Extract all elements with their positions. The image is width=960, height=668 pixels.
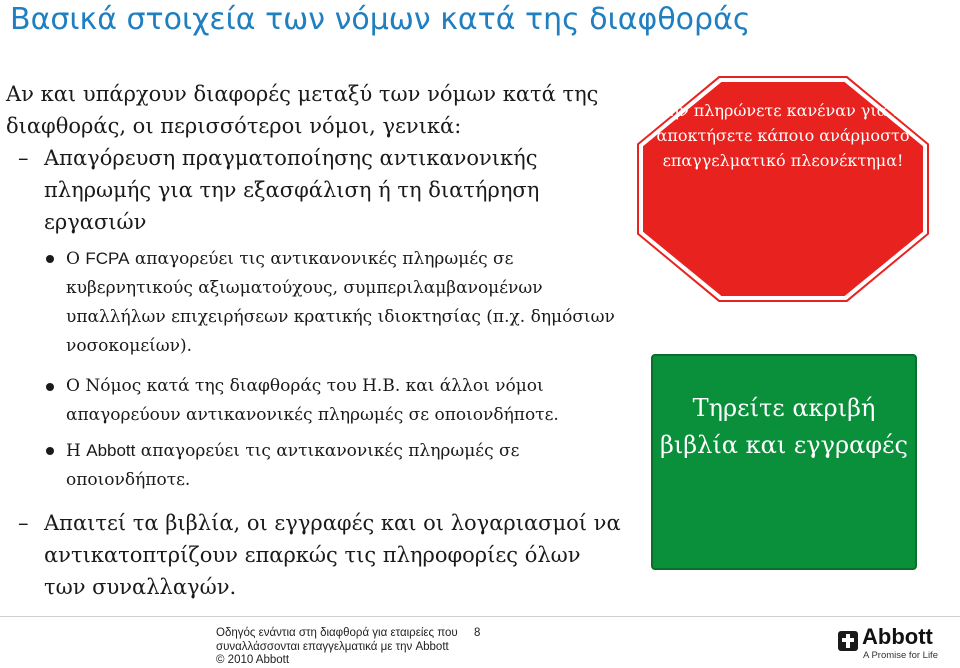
point-records	[6, 507, 621, 603]
dash-marker: –	[18, 146, 29, 170]
intro-text: Αν και υπάρχουν διαφορές μεταξύ των νόμων κατά της διαφθοράς, οι περισσότεροι νόμοι, γενικά:	[6, 82, 599, 138]
logo-name: Abbott	[862, 624, 933, 649]
bullet-icon	[46, 447, 54, 455]
bullet-abbott	[6, 436, 621, 495]
point-prohibition	[6, 142, 621, 238]
point-prohibition-text: Απαγόρευση πραγματοποίησης αντικανονικής πληρωμής για την εξασφάλιση ή τη διατήρηση εργασιών	[44, 146, 540, 234]
bullet-fcpa-pre: Ο	[66, 249, 86, 269]
slide-body	[6, 78, 621, 603]
footer-caption-text: Οδηγός ενάντια στη διαφθορά για εταιρείες που συναλλάσσονται επαγγελματικά με την Abbott	[216, 627, 458, 653]
bullet-uk-law	[6, 372, 621, 430]
footer-caption	[216, 627, 476, 668]
stop-sign-text: Μην πληρώνετε κανέναν για να αποκτήσετε κάποιο ανάρμοστο επαγγελματικό πλεονέκτημα!	[652, 101, 914, 170]
bullet-uk-law-text: Ο Νόμος κατά της διαφθοράς του Η.Β. και άλλοι νόμοι απαγορεύουν αντικανονικές πληρωμές σε οποιονδήποτε.	[66, 376, 559, 425]
page-number: 8	[474, 627, 481, 639]
brand-fcpa: FCPA	[85, 249, 130, 268]
bullet-fcpa-post: απαγορεύει τις αντικανονικές πληρωμές σε κυβερνητικούς αξιωματούχους, συμπεριλαμβανομένων υπαλλήλων επιχειρήσεων κρατικής ιδιοκτησίας (π.χ. δημόσιων νοσοκομείων).	[66, 249, 615, 356]
footer-copyright: © 2010 Abbott	[216, 654, 290, 666]
logo-tagline: A Promise for Life	[863, 650, 938, 661]
point-records-text: Απαιτεί τα βιβλία, οι εγγραφές και οι λογαριασμοί να αντικατοπτρίζουν επαρκώς τις πληροφορίες όλων των συναλλαγών.	[44, 511, 621, 599]
bullet-fcpa	[6, 244, 621, 361]
brand-abbott: Abbott	[86, 441, 136, 460]
dash-marker: –	[18, 511, 29, 535]
bullet-icon	[46, 255, 54, 263]
footer-divider	[0, 616, 960, 617]
bullet-icon	[46, 383, 54, 391]
bullet-abbott-pre: Η	[66, 441, 87, 461]
slide-title: Βασικά στοιχεία των νόμων κατά της διαφθοράς	[10, 2, 751, 37]
abbott-logo-icon	[836, 629, 860, 653]
bullet-abbott-post: απαγορεύει τις αντικανονικές πληρωμές σε οποιονδήποτε.	[66, 441, 520, 490]
abbott-logo	[836, 626, 952, 662]
records-callout-text: Τηρείτε ακριβή βιβλία και εγγραφές	[660, 394, 908, 459]
